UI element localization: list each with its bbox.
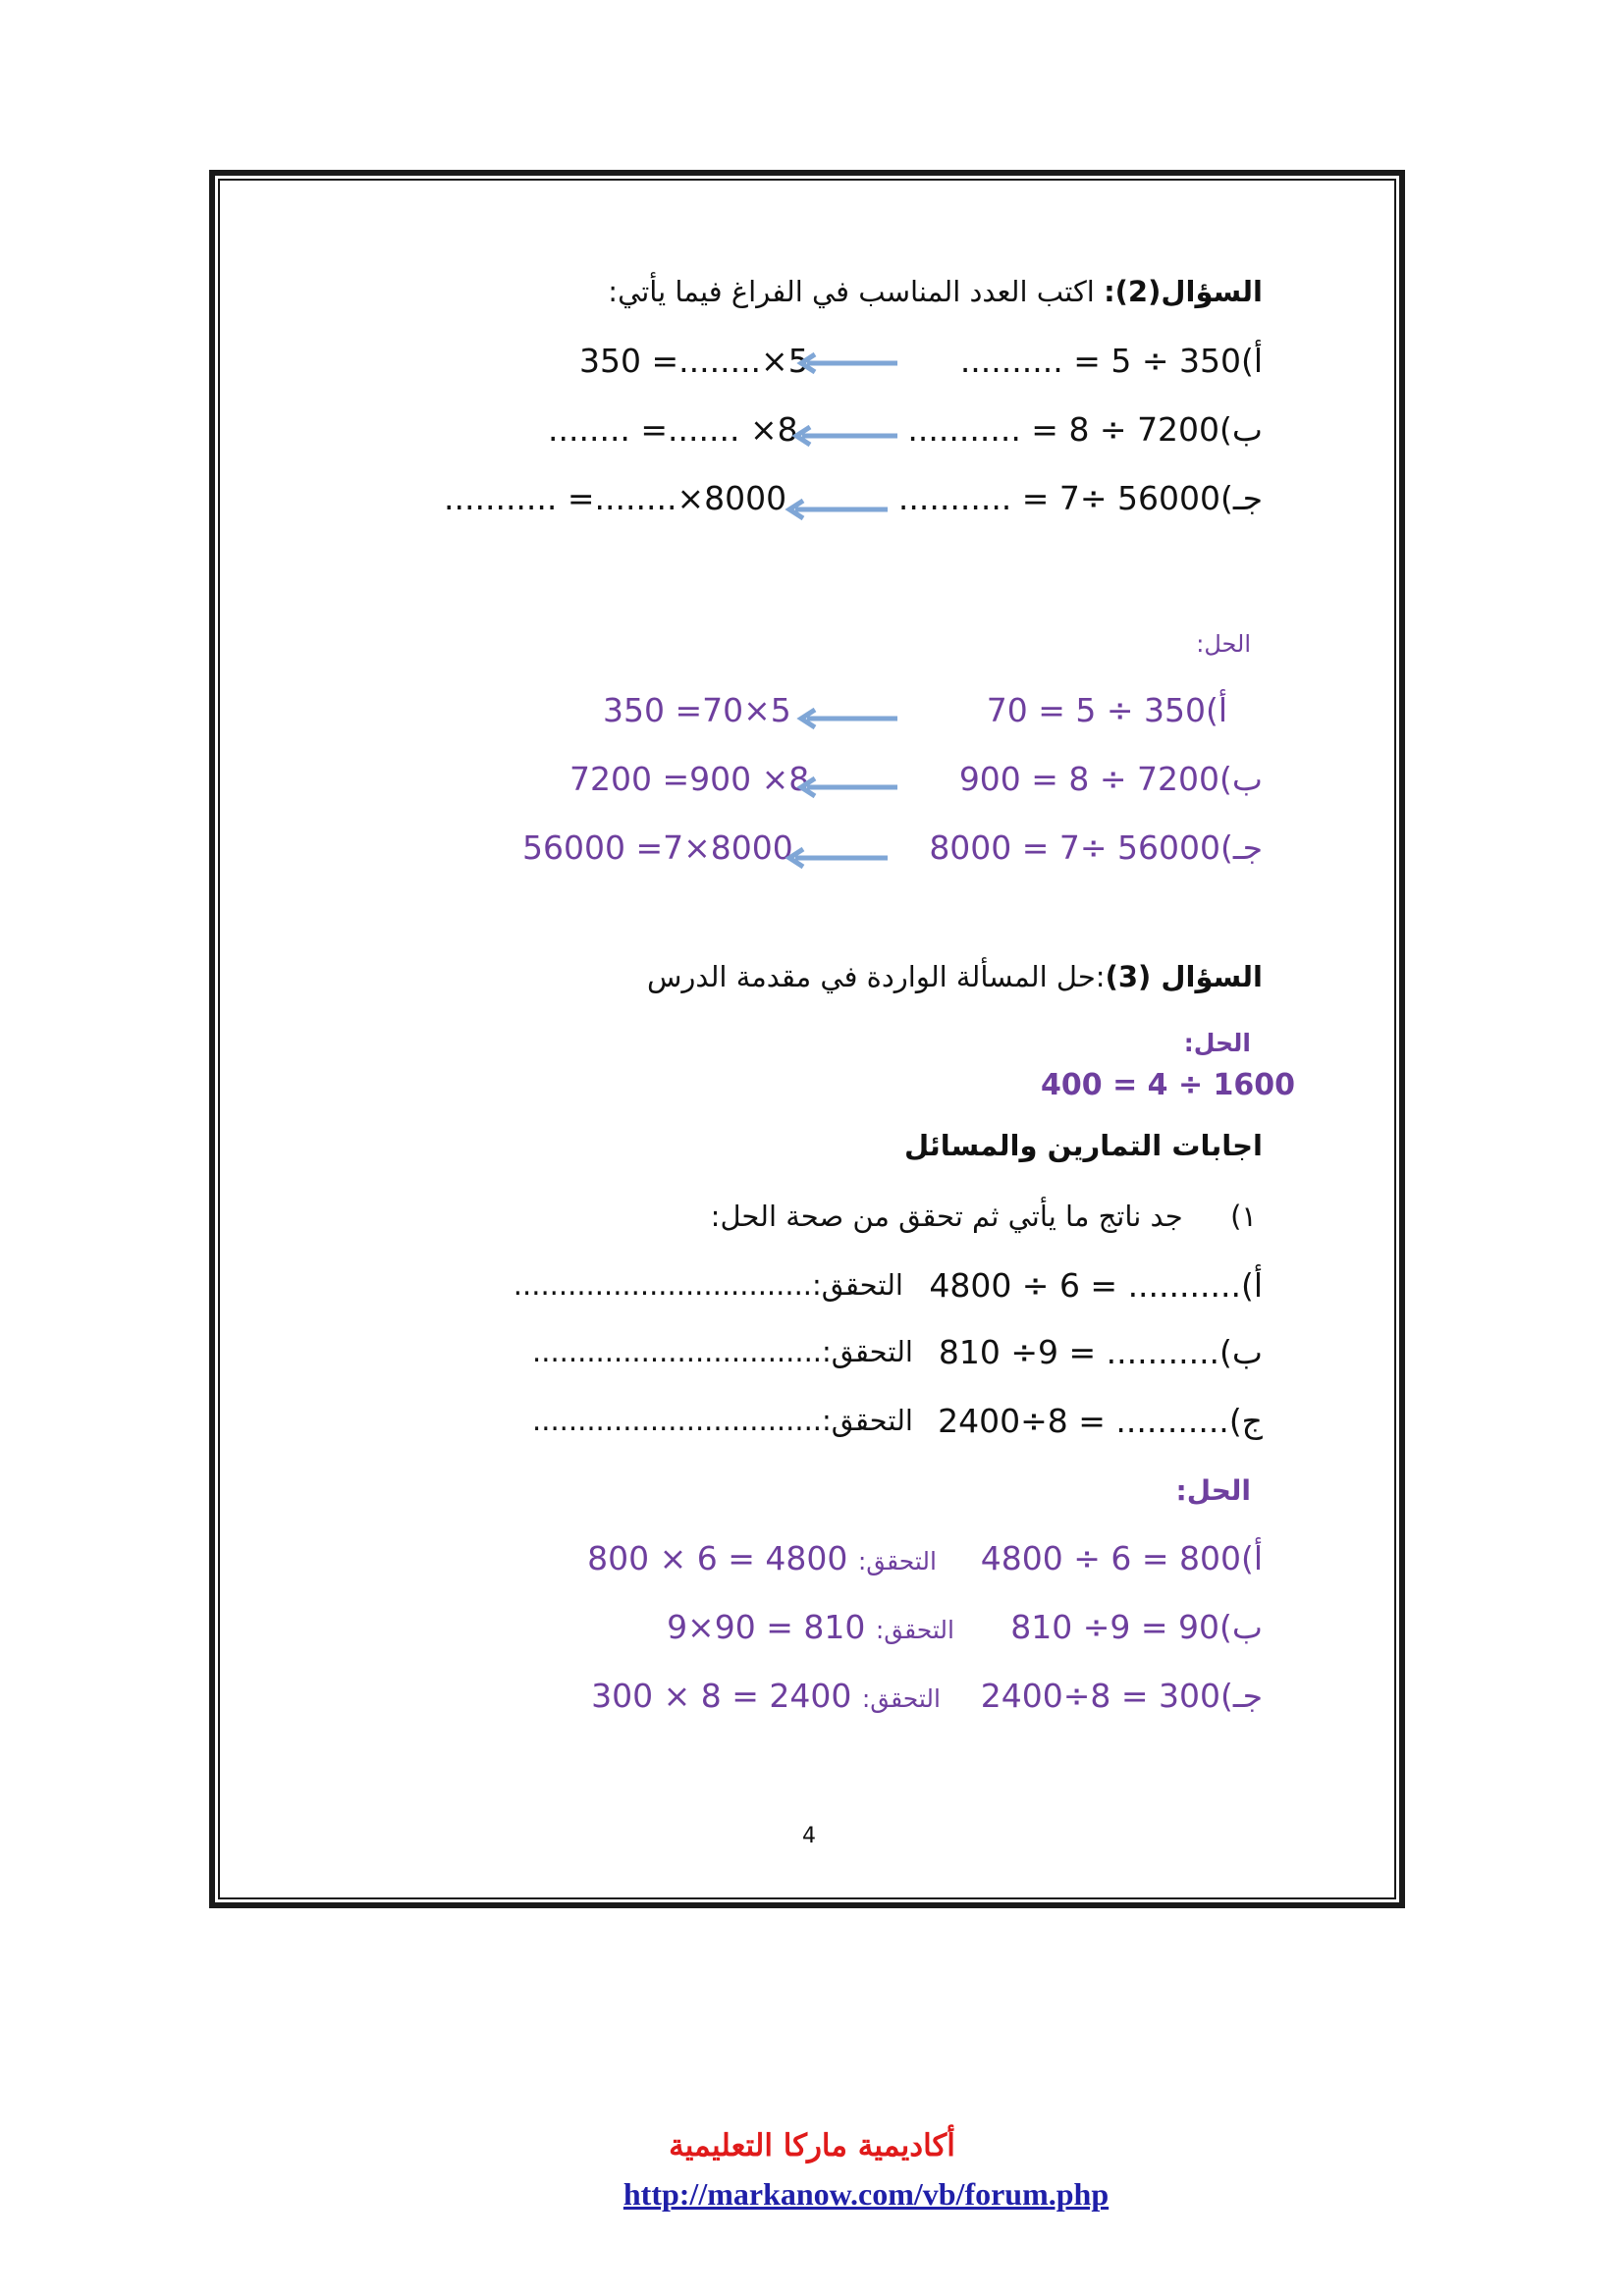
row-letter: جـ)	[1220, 1677, 1263, 1715]
row-letter: ب)	[1219, 760, 1263, 798]
check-label: التحقق:	[822, 1404, 913, 1437]
arrow-left-icon	[793, 775, 901, 799]
question3-heading	[647, 960, 1263, 993]
solution2-row-b	[959, 760, 1263, 798]
question3-label: السؤال (3)	[1105, 960, 1263, 993]
item-number: ١)	[1230, 1200, 1257, 1233]
check-blank: ................................	[532, 1404, 822, 1437]
arrow-left-icon	[793, 707, 901, 730]
question2-row-b-multiplication: ........ =....... ×8	[548, 410, 798, 449]
question2-row-c	[898, 479, 1263, 517]
row-equation: 4800 ÷ 6 = 800	[980, 1539, 1241, 1577]
check-label: التحقق:	[875, 1616, 954, 1644]
arrow-left-icon	[788, 424, 901, 448]
check-equation: 9×90 = 810	[667, 1608, 866, 1646]
solution2-row-a	[987, 691, 1227, 729]
check-label: التحقق:	[857, 1547, 937, 1575]
row-equation: 4800 ÷ 6 = ...........	[929, 1266, 1241, 1305]
row-equation: 900 = 8 ÷ 7200	[958, 760, 1220, 798]
footer-title: أكاديمية ماركا التعليمية	[669, 2128, 955, 2163]
question3-solution-label: الحل:	[1183, 1029, 1251, 1057]
question2-row-a	[960, 342, 1263, 380]
exercise-row-a	[929, 1266, 1263, 1305]
row-letter: ج)	[1228, 1402, 1263, 1440]
row-letter: ب)	[1219, 1333, 1263, 1371]
row-letter: أ)	[1205, 691, 1227, 729]
arrow-left-icon	[782, 498, 892, 521]
row-equation: 810 ÷9 = 90	[1010, 1608, 1220, 1646]
question3-text: :حل المسألة الواردة في مقدمة الدرس	[646, 960, 1106, 993]
exercise-solution-a-check	[587, 1539, 937, 1577]
row-equation: .......... = 5 ÷ 350	[959, 342, 1241, 380]
row-equation: 2400÷8 = ...........	[938, 1402, 1229, 1440]
exercise-row-a-check	[514, 1268, 903, 1302]
question2-text: اكتب العدد المناسب في الفراغ فيما يأتي:	[608, 275, 1095, 308]
row-letter: أ)	[1240, 1266, 1263, 1305]
row-letter: أ)	[1240, 342, 1263, 380]
check-label: التحقق:	[812, 1268, 903, 1302]
check-equation: 300 × 8 = 2400	[591, 1677, 852, 1715]
arrow-left-icon	[793, 351, 901, 375]
item-text: جد ناتج ما يأتي ثم تحقق من صحة الحل:	[710, 1200, 1183, 1233]
row-equation: ........... = 7÷ 56000	[897, 479, 1221, 517]
arrow-left-icon	[782, 846, 892, 870]
row-equation: 70 = 5 ÷ 350	[986, 691, 1206, 729]
exercise-solution-b-check	[667, 1608, 954, 1646]
solution2-label: الحل:	[1196, 630, 1251, 658]
check-blank: .................................	[513, 1268, 812, 1302]
exercise-row-c	[938, 1402, 1263, 1440]
row-letter: أ)	[1240, 1539, 1263, 1577]
check-label: التحقق:	[822, 1335, 913, 1368]
check-equation: 800 × 6 = 4800	[587, 1539, 848, 1577]
question2-label: السؤال(2):	[1104, 275, 1263, 308]
row-letter: ب)	[1219, 410, 1263, 449]
row-letter: جـ)	[1220, 828, 1263, 867]
question2-heading	[608, 275, 1263, 308]
exercise-row-b	[939, 1333, 1263, 1371]
exercise-solution-b	[1010, 1608, 1263, 1646]
exercise-item-1	[711, 1200, 1257, 1233]
page-number: 4	[802, 1824, 816, 1848]
exercise-solution-a	[981, 1539, 1263, 1577]
footer-link[interactable]: http://markanow.com/vb/forum.php	[623, 2176, 1110, 2212]
check-blank: ................................	[532, 1335, 822, 1368]
row-equation: ........... = 8 ÷ 7200	[907, 410, 1220, 449]
question2-row-c-multiplication: ........... =........×8000	[444, 479, 787, 517]
exercises-heading: اجابات التمارين والمسائل	[904, 1129, 1263, 1162]
exercise-row-c-check	[532, 1404, 913, 1437]
exercise-solution-c	[981, 1677, 1263, 1715]
solution2-row-c-multiplication: 56000 =7×8000	[522, 828, 793, 867]
check-label: التحقق:	[861, 1684, 941, 1713]
row-equation: 810 ÷9 = ...........	[938, 1333, 1220, 1371]
solution2-row-c	[929, 828, 1263, 867]
question3-solution: 400 = 4 ÷ 1600	[1041, 1068, 1296, 1102]
solution2-row-a-multiplication: 350 =70×5	[603, 691, 791, 729]
exercise-row-b-check	[532, 1335, 913, 1368]
exercises-solution-label: الحل:	[1175, 1474, 1251, 1507]
question2-row-b	[907, 410, 1263, 449]
row-equation: 8000 = 7÷ 56000	[929, 828, 1221, 867]
row-letter: ب)	[1219, 1608, 1263, 1646]
solution2-row-b-multiplication: 7200 =900 ×8	[569, 760, 810, 798]
row-letter: جـ)	[1220, 479, 1263, 517]
exercise-solution-c-check	[591, 1677, 941, 1715]
question2-row-a-multiplication: 350 =........×5	[579, 342, 809, 380]
row-equation: 2400÷8 = 300	[980, 1677, 1221, 1715]
